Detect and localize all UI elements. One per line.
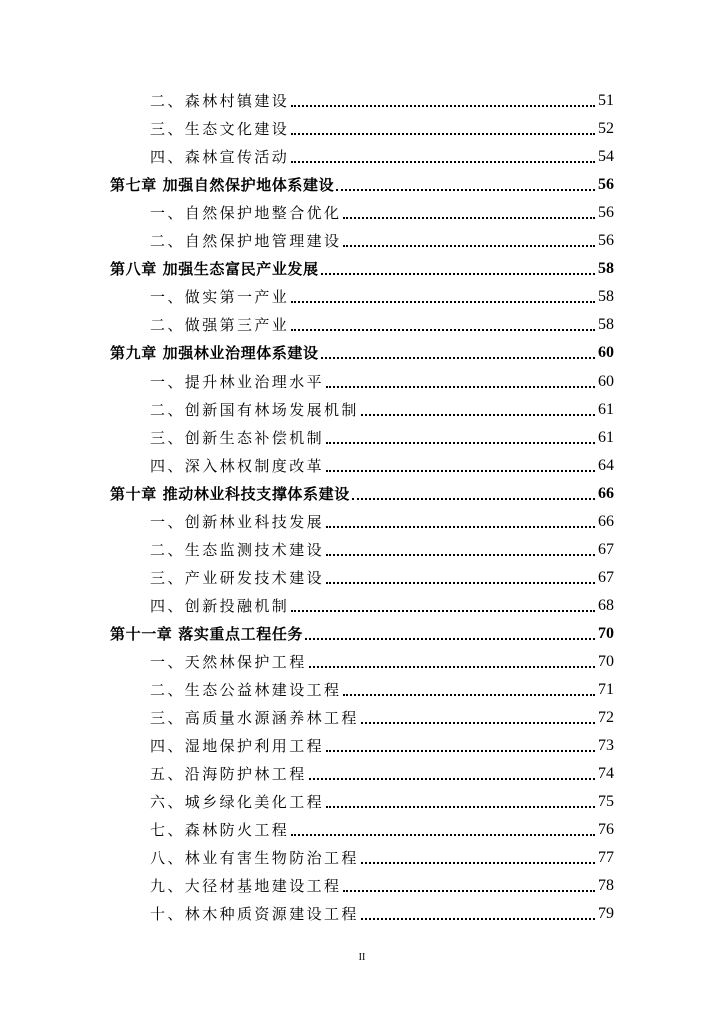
toc-dot-leader: [321, 273, 595, 275]
toc-section-entry[interactable]: [0, 761, 724, 789]
toc-entry-line: [150, 905, 614, 923]
toc-entry-title: 二、做强第三产业: [150, 316, 290, 335]
toc-entry-line: [150, 316, 614, 334]
toc-entry-title: 一、创新林业科技发展: [150, 512, 325, 531]
toc-dot-leader: [361, 862, 595, 864]
toc-dot-leader: [326, 442, 595, 444]
toc-dot-leader: [309, 666, 595, 668]
toc-dot-leader: [361, 722, 595, 724]
toc-entry-line: [150, 765, 614, 783]
toc-entry-line: [150, 737, 614, 755]
toc-section-entry[interactable]: [0, 817, 724, 845]
toc-entry-line: [150, 877, 614, 895]
toc-entry-page-number: 51: [598, 92, 614, 110]
toc-entry-title: 二、森林村镇建设: [150, 92, 290, 111]
toc-entry-title: 七、森林防火工程: [150, 821, 290, 840]
toc-entry-page-number: 78: [598, 877, 614, 895]
toc-dot-leader: [326, 470, 595, 472]
toc-list: [0, 88, 724, 929]
toc-entry-title: 一、做实第一产业: [150, 288, 290, 307]
toc-section-entry[interactable]: [0, 284, 724, 312]
toc-entry-line: [150, 204, 614, 222]
toc-entry-title: 三、产业研发技术建设: [150, 568, 325, 587]
toc-entry-line: [110, 260, 614, 278]
toc-section-entry[interactable]: [0, 116, 724, 144]
toc-dot-leader: [291, 105, 595, 107]
toc-chapter-entry[interactable]: [0, 256, 724, 284]
toc-entry-page-number: 61: [598, 400, 614, 418]
toc-entry-title: 三、生态文化建设: [150, 120, 290, 139]
toc-section-entry[interactable]: [0, 397, 724, 425]
toc-dot-leader: [291, 329, 595, 331]
toc-entry-page-number: 66: [598, 512, 614, 530]
toc-section-entry[interactable]: [0, 901, 724, 929]
toc-entry-line: [110, 176, 614, 194]
toc-entry-line: [150, 709, 614, 727]
toc-entry-page-number: 77: [598, 849, 614, 867]
toc-entry-page-number: 56: [598, 232, 614, 250]
toc-dot-leader: [343, 694, 595, 696]
toc-entry-title: 八、林业有害生物防治工程: [150, 849, 359, 868]
toc-entry-line: [150, 653, 614, 671]
toc-dot-leader: [291, 161, 595, 163]
toc-section-entry[interactable]: [0, 144, 724, 172]
toc-section-entry[interactable]: [0, 565, 724, 593]
toc-entry-title: 四、森林宣传活动: [150, 148, 290, 167]
toc-dot-leader: [361, 414, 595, 416]
toc-entry-title: 三、高质量水源涵养林工程: [150, 709, 359, 728]
toc-dot-leader: [291, 610, 595, 612]
toc-chapter-entry[interactable]: [0, 621, 724, 649]
toc-entry-line: [150, 513, 614, 531]
toc-entry-page-number: 75: [598, 793, 614, 811]
toc-entry-title: 一、天然林保护工程: [150, 652, 307, 671]
toc-entry-line: [150, 793, 614, 811]
toc-entry-line: [150, 401, 614, 419]
toc-entry-page-number: 60: [598, 344, 614, 362]
toc-entry-line: [150, 148, 614, 166]
toc-entry-title: 一、自然保护地整合优化: [150, 204, 342, 223]
toc-entry-line: [150, 92, 614, 110]
toc-entry-page-number: 52: [598, 120, 614, 138]
toc-dot-leader: [326, 750, 595, 752]
toc-entry-title: 第七章 加强自然保护地体系建设: [110, 176, 335, 195]
toc-section-entry[interactable]: [0, 425, 724, 453]
toc-entry-line: [150, 541, 614, 559]
toc-dot-leader: [352, 498, 595, 500]
toc-entry-page-number: 58: [598, 260, 614, 278]
toc-entry-line: [150, 681, 614, 699]
toc-entry-line: [150, 569, 614, 587]
toc-entry-page-number: 54: [598, 148, 614, 166]
toc-dot-leader: [291, 834, 595, 836]
toc-entry-line: [150, 288, 614, 306]
page-footer-number: II: [358, 952, 366, 963]
toc-entry-page-number: 71: [598, 681, 614, 699]
toc-dot-leader: [326, 582, 595, 584]
toc-chapter-entry[interactable]: [0, 481, 724, 509]
toc-entry-page-number: 67: [598, 540, 614, 558]
toc-section-entry[interactable]: [0, 649, 724, 677]
toc-entry-line: [150, 120, 614, 138]
toc-dot-leader: [326, 806, 595, 808]
toc-entry-page-number: 56: [598, 176, 614, 194]
toc-section-entry[interactable]: [0, 88, 724, 116]
toc-entry-line: [110, 625, 614, 643]
toc-dot-leader: [343, 890, 595, 892]
toc-entry-title: 二、自然保护地管理建设: [150, 232, 342, 251]
toc-dot-leader: [326, 554, 595, 556]
toc-entry-page-number: 73: [598, 737, 614, 755]
toc-dot-leader: [309, 778, 595, 780]
toc-chapter-entry[interactable]: [0, 340, 724, 368]
toc-entry-title: 第十一章 落实重点工程任务: [110, 624, 304, 643]
toc-dot-leader: [291, 133, 595, 135]
toc-section-entry[interactable]: [0, 537, 724, 565]
toc-entry-line: [110, 344, 614, 362]
toc-section-entry[interactable]: [0, 453, 724, 481]
toc-entry-line: [150, 373, 614, 391]
toc-dot-leader: [336, 189, 595, 191]
toc-entry-page-number: 70: [598, 624, 614, 642]
toc-section-entry[interactable]: [0, 873, 724, 901]
toc-entry-line: [150, 457, 614, 475]
toc-entry-title: 九、大径材基地建设工程: [150, 877, 342, 896]
toc-entry-page-number: 60: [598, 372, 614, 390]
toc-entry-line: [150, 232, 614, 250]
toc-dot-leader: [326, 526, 595, 528]
toc-section-entry[interactable]: [0, 368, 724, 396]
toc-section-entry[interactable]: [0, 200, 724, 228]
toc-entry-page-number: 61: [598, 428, 614, 446]
toc-section-entry[interactable]: [0, 312, 724, 340]
toc-section-entry[interactable]: [0, 509, 724, 537]
toc-section-entry[interactable]: [0, 228, 724, 256]
toc-dot-leader: [321, 357, 595, 359]
toc-entry-title: 二、生态公益林建设工程: [150, 681, 342, 700]
toc-chapter-entry[interactable]: [0, 172, 724, 200]
toc-entry-title: 四、深入林权制度改革: [150, 456, 325, 475]
toc-dot-leader: [343, 245, 595, 247]
toc-entry-title: 三、创新生态补偿机制: [150, 428, 325, 447]
toc-entry-line: [150, 429, 614, 447]
toc-entry-page-number: 76: [598, 821, 614, 839]
toc-entry-title: 二、生态监测技术建设: [150, 540, 325, 559]
toc-entry-page-number: 58: [598, 316, 614, 334]
toc-dot-leader: [291, 301, 595, 303]
toc-entry-page-number: 72: [598, 709, 614, 727]
toc-entry-page-number: 67: [598, 568, 614, 586]
toc-section-entry[interactable]: [0, 789, 724, 817]
toc-dot-leader: [343, 217, 595, 219]
toc-entry-title: 四、创新投融机制: [150, 596, 290, 615]
toc-entry-title: 第十章 推动林业科技支撑体系建设: [110, 484, 350, 503]
toc-entry-line: [150, 597, 614, 615]
toc-entry-title: 六、城乡绿化美化工程: [150, 793, 325, 812]
toc-entry-title: 十、林木种质资源建设工程: [150, 905, 359, 924]
toc-entry-page-number: 70: [598, 652, 614, 670]
toc-entry-line: [110, 485, 614, 503]
toc-section-entry[interactable]: [0, 733, 724, 761]
toc-entry-title: 五、沿海防护林工程: [150, 765, 307, 784]
toc-entry-line: [150, 821, 614, 839]
toc-entry-page-number: 56: [598, 204, 614, 222]
toc-entry-title: 二、创新国有林场发展机制: [150, 400, 359, 419]
toc-dot-leader: [361, 918, 595, 920]
toc-entry-page-number: 74: [598, 765, 614, 783]
toc-entry-title: 四、湿地保护利用工程: [150, 737, 325, 756]
toc-section-entry[interactable]: [0, 705, 724, 733]
toc-dot-leader: [305, 638, 595, 640]
toc-entry-page-number: 66: [598, 484, 614, 502]
toc-entry-page-number: 64: [598, 456, 614, 474]
toc-section-entry[interactable]: [0, 677, 724, 705]
toc-dot-leader: [326, 386, 595, 388]
toc-entry-page-number: 79: [598, 905, 614, 923]
toc-entry-page-number: 58: [598, 288, 614, 306]
toc-section-entry[interactable]: [0, 593, 724, 621]
table-of-contents: [0, 88, 724, 929]
toc-entry-title: 第八章 加强生态富民产业发展: [110, 260, 319, 279]
toc-entry-page-number: 68: [598, 596, 614, 614]
toc-entry-title: 一、提升林业治理水平: [150, 372, 325, 391]
toc-section-entry[interactable]: [0, 845, 724, 873]
toc-entry-line: [150, 849, 614, 867]
toc-entry-title: 第九章 加强林业治理体系建设: [110, 344, 319, 363]
